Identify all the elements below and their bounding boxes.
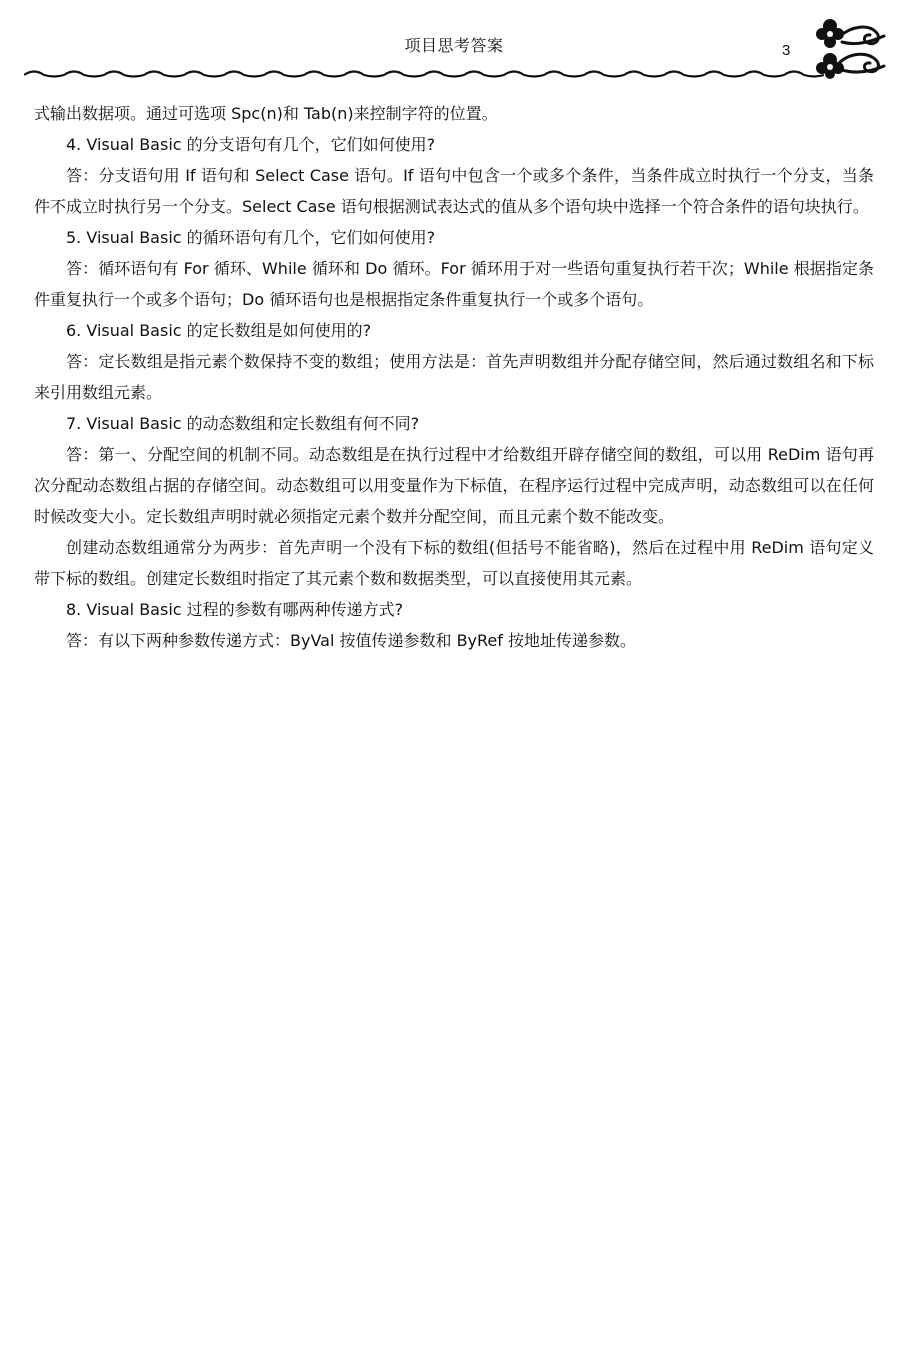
paragraph: 答：循环语句有 For 循环、While 循环和 Do 循环。For 循环用于对一些语句重复执行若干次；While 根据指定条件重复执行一个或多个语句；Do 循环语句也是根据指定条件重复执行一个或多个语句。 xyxy=(34,259,874,309)
paragraph: 答：定长数组是指元素个数保持不变的数组；使用方法是：首先声明数组并分配存储空间，然后通过数组名和下标来引用数组元素。 xyxy=(34,352,874,402)
floral-scroll-icon xyxy=(812,12,888,82)
paragraph: 式输出数据项。通过可选项 Spc(n)和 Tab(n)来控制字符的位置。 xyxy=(34,104,498,123)
wavy-header-rule xyxy=(24,64,824,82)
answer-text-body xyxy=(34,98,874,656)
paragraph: 答：有以下两种参数传递方式：ByVal 按值传递参数和 ByRef 按地址传递参数。 xyxy=(66,631,636,650)
header-title: 项目思考答案 xyxy=(404,36,504,55)
paragraph: 8. Visual Basic 过程的参数有哪两种传递方式? xyxy=(66,600,404,619)
paragraph: 5. Visual Basic 的循环语句有几个，它们如何使用? xyxy=(66,228,436,247)
page-number: 3 xyxy=(782,42,791,59)
page-header xyxy=(0,0,908,100)
paragraph: 答：第一、分配空间的机制不同。动态数组是在执行过程中才给数组开辟存储空间的数组，可以用 ReDim 语句再次分配动态数组占据的存储空间。动态数组可以用变量作为下标值，在程序运行过程中完成声明，动态数组可以在任何时候改变大小。定长数组声明时就必须指定元素个数并分配空间，而且元素个数不能改变。 xyxy=(34,445,874,526)
paragraph: 7. Visual Basic 的动态数组和定长数组有何不同? xyxy=(66,414,420,433)
paragraph: 答：分支语句用 If 语句和 Select Case 语句。If 语句中包含一个或多个条件，当条件成立时执行一个分支，当条件不成立时执行另一个分支。Select Case 语句根据测试表达式的值从多个语句块中选择一个符合条件的语句块执行。 xyxy=(34,166,874,216)
paragraph: 4. Visual Basic 的分支语句有几个，它们如何使用? xyxy=(66,135,436,154)
paragraph: 创建动态数组通常分为两步：首先声明一个没有下标的数组(但括号不能省略)，然后在过程中用 ReDim 语句定义带下标的数组。创建定长数组时指定了其元素个数和数据类型，可以直接使用其元素。 xyxy=(34,538,874,588)
paragraph: 6. Visual Basic 的定长数组是如何使用的? xyxy=(66,321,372,340)
